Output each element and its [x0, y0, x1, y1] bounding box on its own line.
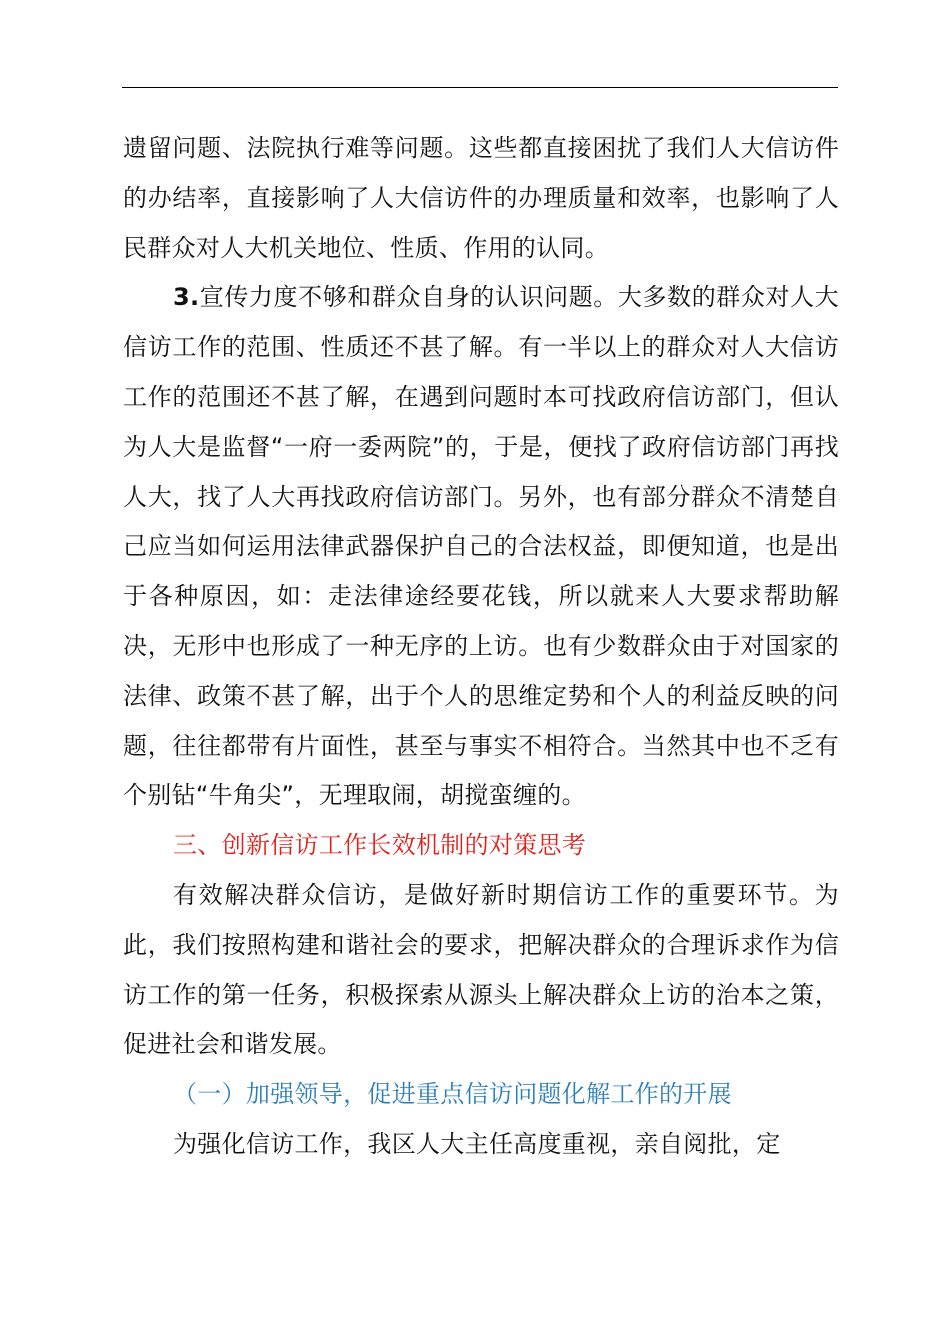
paragraph-section-intro: 有效解决群众信访，是做好新时期信访工作的重要环节。为此，我们按照构建和谐社会的要求，把解决群众的合理诉求作为信访工作的第一任务，积极探索从源头上解决群众上访的治本之策，促进社会和谐发展。 [123, 880, 839, 1059]
paragraph-item-3-text: 宣传力度不够和群众自身的认识问题。大多数的群众对人大信访工作的范围、性质还不甚了解。有一半以上的群众对人大信访工作的范围还不甚了解，在遇到问题时本可找政府信访部门，但认为人大是监督“一府一委两院”的，于是，便找了政府信访部门再找人大，找了人大再找政府信访部门。另外，也有部分群众不清楚自己应当如何运用法律武器保护自己的合法权益，即便知道，也是出于各种原因，如：走法律途经要花钱，所以就来人大要求帮助解决，无形中也形成了一种无序的上访。也有少数群众由于对国家的法律、政策不甚了解，出于个人的思维定势和个人的利益反映的问题，往往都带有片面性，甚至与事实不相符合。当然其中也不乏有个别钻“牛角尖”，无理取闹，胡搅蛮缠的。 [123, 283, 839, 810]
paragraph-item-3 [123, 273, 839, 821]
paragraph-continuation: 遗留问题、法院执行难等问题。这些都直接困扰了我们人大信访件的办结率，直接影响了人大信访件的办理质量和效率，也影响了人民群众对人大机关地位、性质、作用的认同。 [123, 134, 839, 262]
header-rule [122, 87, 838, 88]
subsection-heading: （一）加强领导，促进重点信访问题化解工作的开展 [173, 1080, 732, 1109]
item-number: 3. [173, 283, 200, 312]
document-body [123, 124, 839, 1170]
section-heading: 三、创新信访工作长效机制的对策思考 [173, 831, 587, 860]
paragraph-subsection-start: 为强化信访工作，我区人大主任高度重视，亲自阅批，定 [173, 1129, 781, 1158]
